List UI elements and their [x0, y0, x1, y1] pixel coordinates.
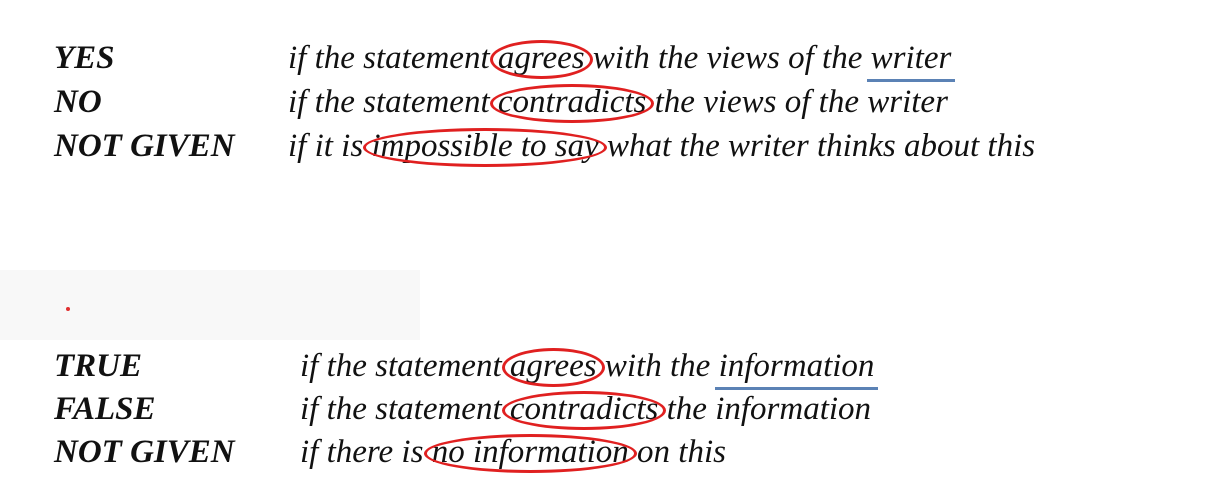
true-false-block	[0, 270, 1213, 487]
background-patch	[0, 270, 420, 340]
term-true: TRUE	[54, 348, 143, 384]
circled-keyword: agrees	[509, 348, 597, 384]
circled-keyword: no information	[431, 434, 629, 470]
def-text: if the statement	[288, 40, 498, 76]
definition-not-given	[288, 126, 1035, 166]
def-text: if it is	[288, 128, 372, 164]
def-text: if there is	[300, 434, 432, 470]
def-text: if the statement	[300, 391, 510, 427]
red-dot-mark	[66, 307, 70, 311]
def-text: the information	[658, 391, 872, 427]
term-no: NO	[54, 84, 102, 120]
def-text: the views of the writer	[646, 84, 948, 120]
definition-false	[300, 389, 871, 429]
def-text: if the statement	[300, 348, 510, 384]
def-text: if the statement	[288, 84, 498, 120]
circled-keyword: contradicts	[509, 391, 659, 427]
yes-no-block	[0, 0, 1213, 200]
term-not-given: NOT GIVEN	[54, 434, 235, 470]
definition-true	[300, 346, 874, 386]
circled-keyword: impossible to say	[371, 128, 599, 164]
underlined-keyword: writer	[870, 40, 952, 76]
def-text: on this	[628, 434, 726, 470]
circled-keyword: contradicts	[497, 84, 647, 120]
def-text: with the views of the	[584, 40, 871, 76]
definition-yes	[288, 38, 951, 78]
definition-not-given	[300, 432, 726, 472]
circled-keyword: agrees	[497, 40, 585, 76]
def-text: with the	[596, 348, 719, 384]
underlined-keyword: information	[718, 348, 875, 384]
def-text: what the writer thinks about this	[598, 128, 1036, 164]
term-yes: YES	[54, 40, 115, 76]
term-false: FALSE	[54, 391, 156, 427]
term-not-given: NOT GIVEN	[54, 128, 235, 164]
definition-no	[288, 82, 948, 122]
